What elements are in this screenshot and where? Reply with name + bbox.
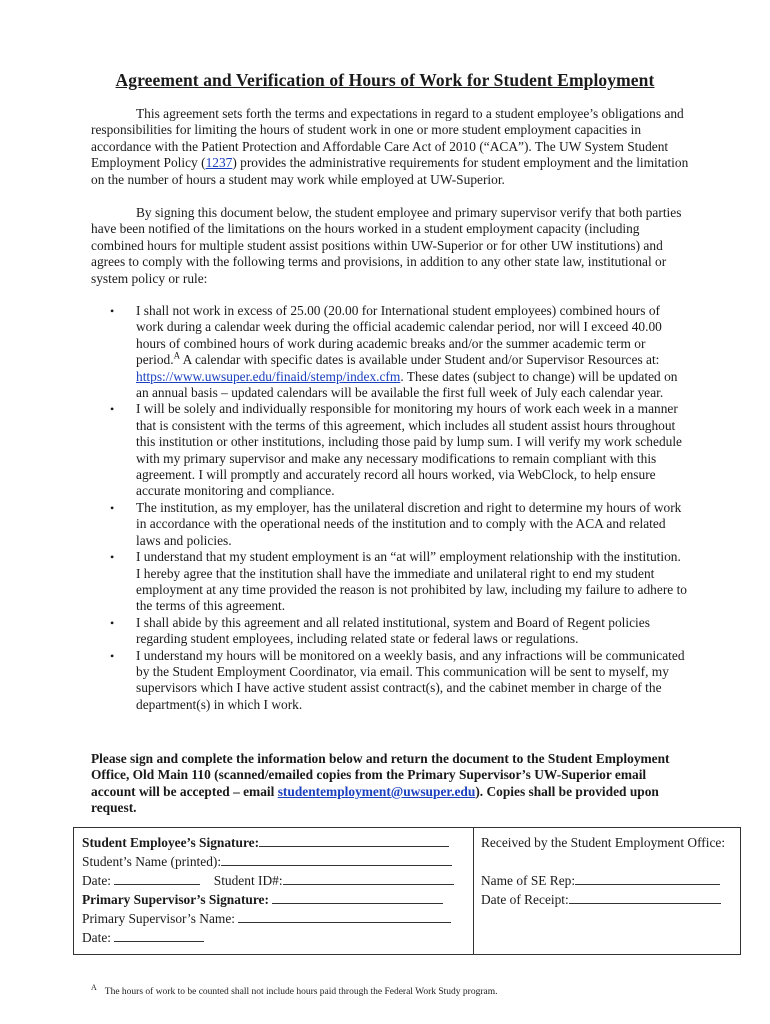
student-id-field[interactable] [283, 871, 454, 885]
received-row: Received by the Student Employment Office: [481, 835, 726, 850]
receipt-date-row [481, 890, 736, 909]
date2-field[interactable] [114, 928, 204, 942]
supervisor-signature-row [82, 890, 472, 909]
terms-list [110, 303, 688, 713]
return-instructions [91, 751, 676, 817]
bullet-icon: • [110, 500, 115, 515]
supervisor-name-field[interactable] [238, 909, 451, 923]
footnote-marker: A [91, 983, 97, 992]
instructions-text-cont: ). Copies shall be provided upon request. [91, 783, 659, 816]
blank-row [481, 852, 736, 871]
bullet-icon: • [110, 402, 115, 417]
student-signature-field[interactable] [259, 833, 449, 847]
policy-1237-link[interactable]: 1237 [205, 155, 233, 171]
supervisor-name-label: Primary Supervisor’s Name: [82, 911, 235, 926]
term-text: A calendar with specific dates is available under Student and/or Supervisor Resources at: [180, 352, 660, 368]
student-signature-row [82, 833, 472, 852]
supervisor-name-row [82, 909, 472, 928]
date-label: Date: [82, 873, 111, 888]
receipt-date-field[interactable] [569, 890, 721, 904]
student-id-label: Student ID#: [213, 873, 283, 888]
se-rep-row [481, 871, 736, 890]
term-text: I shall not work in excess of 25.00 (20.00 for International student employees) combined hours of work during a calendar week during the official academic calendar period, nor will I exceed 40.00 hours of combined hours of work during academic breaks and/or the summer academic term or period. [136, 303, 662, 368]
bullet-icon: • [110, 648, 115, 663]
office-use-fields [481, 833, 736, 909]
date2-label: Date: [82, 930, 111, 945]
supervisor-signature-label: Primary Supervisor’s Signature: [82, 892, 269, 907]
term-text: The institution, as my employer, has the unilateral discretion and right to determine my hours of work in accordance with the operational needs of the institution and to comply with the ACA and related laws and policies. [136, 499, 682, 548]
list-item [110, 303, 688, 401]
list-item [110, 615, 688, 648]
student-name-field[interactable] [221, 852, 452, 866]
bullet-icon: • [110, 550, 115, 565]
se-rep-label: Name of SE Rep: [481, 873, 576, 888]
bullet-icon: • [110, 304, 115, 318]
signature-fields [82, 833, 472, 947]
calendar-link[interactable]: https://www.uwsuper.edu/finaid/stemp/index.cfm [136, 368, 401, 384]
term-text: I shall abide by this agreement and all related institutional, system and Board of Regent policies regarding student employees, including related state or federal laws or regulations. [136, 614, 650, 647]
column-divider [473, 828, 474, 954]
footnote-text: The hours of work to be counted shall not include hours paid through the Federal Work Study program. [104, 987, 498, 998]
term-text: I understand that my student employment is an “at will” employment relationship with the institution. I hereby agree that the institution shall have the immediate and unilateral right to end my student employment at any time provided the reason is not prohibited by law, including my failure to adhere to the terms of this agreement. [136, 549, 687, 614]
term-text: . These dates (subject to change) will be updated on an annual basis – updated calendars will be available the first full week of July each calendar year. [136, 368, 678, 401]
date2-row [82, 928, 472, 947]
se-rep-field[interactable] [575, 871, 720, 885]
student-name-row [82, 852, 472, 871]
date-id-row [82, 871, 472, 890]
intro-text: This agreement sets forth the terms and expectations in regard to a student employee’s obligations and responsibilities for limiting the hours of student work in one or more student employment capacities in accordance with the Patient Protection and Affordable Care Act of 2010 (“ACA”). The UW System Student Employment Policy ( [91, 106, 684, 171]
receipt-date-label: Date of Receipt: [481, 892, 569, 907]
email-link[interactable]: studentemployment@uwsuper.edu [277, 783, 476, 799]
intro-paragraph-2: By signing this document below, the student employee and primary supervisor verify that both parties have been notified of the limitations on the hours worked in a student employment capacity (including combined hours for multiple student assist positions within UW-Superior or for other UW institutions) and agrees to comply with the following terms and provisions, in addition to any other state law, institutional or system policy or rule: [91, 205, 682, 286]
term-text: I understand my hours will be monitored on a weekly basis, and any infractions will be communicated by the Student Employment Coordinator, via email. This communication will be sent to myself, my supervisors which I have active student assist contract(s), and the cabinet member in charge of the department(s) in which I work. [136, 647, 685, 712]
list-item [110, 500, 688, 549]
list-item [110, 549, 688, 615]
supervisor-signature-field[interactable] [272, 890, 443, 904]
intro-text-cont: ) provides the administrative requirements for student employment and the limitation on the number of hours a student may work while employed at UW-Superior. [91, 155, 689, 187]
document-title: Agreement and Verification of Hours of Work for Student Employment [115, 70, 655, 90]
footnote [91, 982, 731, 998]
signature-form [73, 827, 741, 955]
bullet-icon: • [110, 615, 115, 630]
student-signature-label: Student Employee’s Signature: [82, 835, 260, 850]
date-field[interactable] [114, 871, 200, 885]
list-item [110, 401, 688, 499]
intro-paragraph-1 [91, 106, 691, 188]
footnote-marker: A [173, 350, 181, 361]
student-name-label: Student’s Name (printed): [82, 854, 222, 869]
list-item [110, 648, 688, 714]
term-text: I will be solely and individually responsible for monitoring my hours of work each week in a manner that is consistent with the terms of this agreement, which includes all student assist hours throughout this institution or other institutions, including those paid by lump sum. I will verify my work schedule with my primary supervisor and make any necessary modifications to remain compliant with this agreement. I will promptly and accurately record all hours worked, via WebClock, to help ensure accurate monitoring and compliance. [136, 401, 682, 499]
instructions-text: Please sign and complete the information below and return the document to the Student Employment Office, Old Main 110 (scanned/emailed copies from the Primary Supervisor’s UW-Superior email account will be accepted – email [91, 751, 670, 799]
